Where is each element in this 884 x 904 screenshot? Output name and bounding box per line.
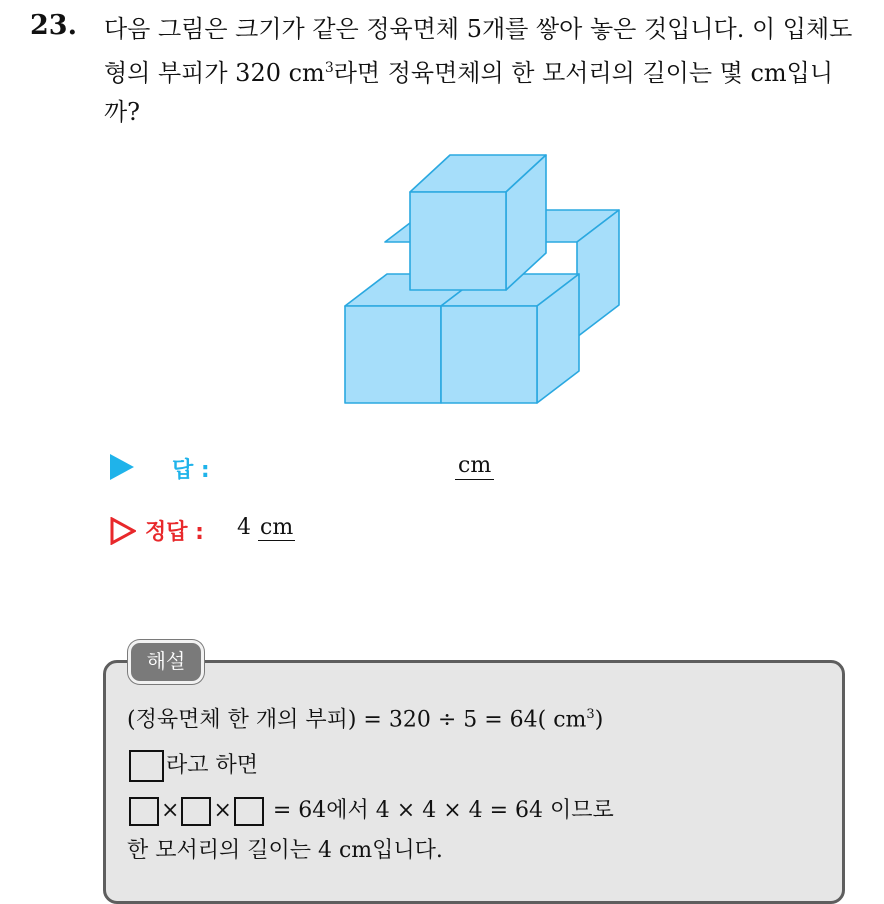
correct-value-unit: cm [260, 515, 294, 540]
question-number: 23. [30, 10, 77, 41]
answer-unit[interactable]: cm [455, 453, 494, 480]
correct-value-number: 4 [237, 515, 251, 540]
correct-answer-label: 정답 : [145, 520, 204, 545]
answer-label: 답 : [172, 458, 210, 483]
explanation-line-1 [127, 700, 603, 735]
times-symbol: × [161, 798, 180, 823]
times-symbol: × [213, 798, 232, 823]
explanation-tab: 해설 [128, 640, 204, 684]
explanation-line-1-end: ) [594, 707, 604, 733]
blank-square-icon [234, 797, 264, 826]
correct-answer-row [110, 512, 530, 548]
explanation-line-2-text: 라고 하면 [166, 753, 259, 778]
explanation-line-3-text: = 64에서 4 × 4 × 4 = 64 이므로 [272, 798, 614, 823]
blank-square-icon [129, 750, 164, 782]
question-text-part1: 다음 그림은 크기가 같은 정육면체 5개를 쌓아 놓은 것입니다. 이 입체도형의 부피가 320 cm [104, 15, 853, 87]
correct-answer-value [237, 515, 295, 541]
cube-front-left [345, 306, 441, 403]
cube-front-right [441, 306, 537, 403]
explanation-line-3 [127, 796, 614, 826]
question-text [104, 10, 864, 132]
question-text-part2: 라면 정육면체의 한 모서리의 길이는 몇 cm입니까? [104, 59, 834, 126]
question-superscript: 3 [324, 60, 334, 76]
answer-row [110, 450, 530, 486]
explanation-box [103, 660, 845, 904]
explanation-line-1-text: (정육면체 한 개의 부피) = 320 ÷ 5 = 64( cm [127, 707, 587, 733]
answer-triangle-icon [110, 454, 134, 480]
explanation-line-4: 한 모서리의 길이는 4 cm입니다. [127, 838, 443, 863]
blank-square-icon [181, 797, 211, 826]
explanation-line-1-sup: 3 [586, 707, 595, 722]
cube-stack-figure [330, 140, 650, 415]
correct-triangle-outline-icon [110, 517, 136, 545]
blank-square-icon [129, 797, 159, 826]
cube-top-front-face [410, 192, 506, 290]
explanation-line-2 [127, 750, 258, 782]
